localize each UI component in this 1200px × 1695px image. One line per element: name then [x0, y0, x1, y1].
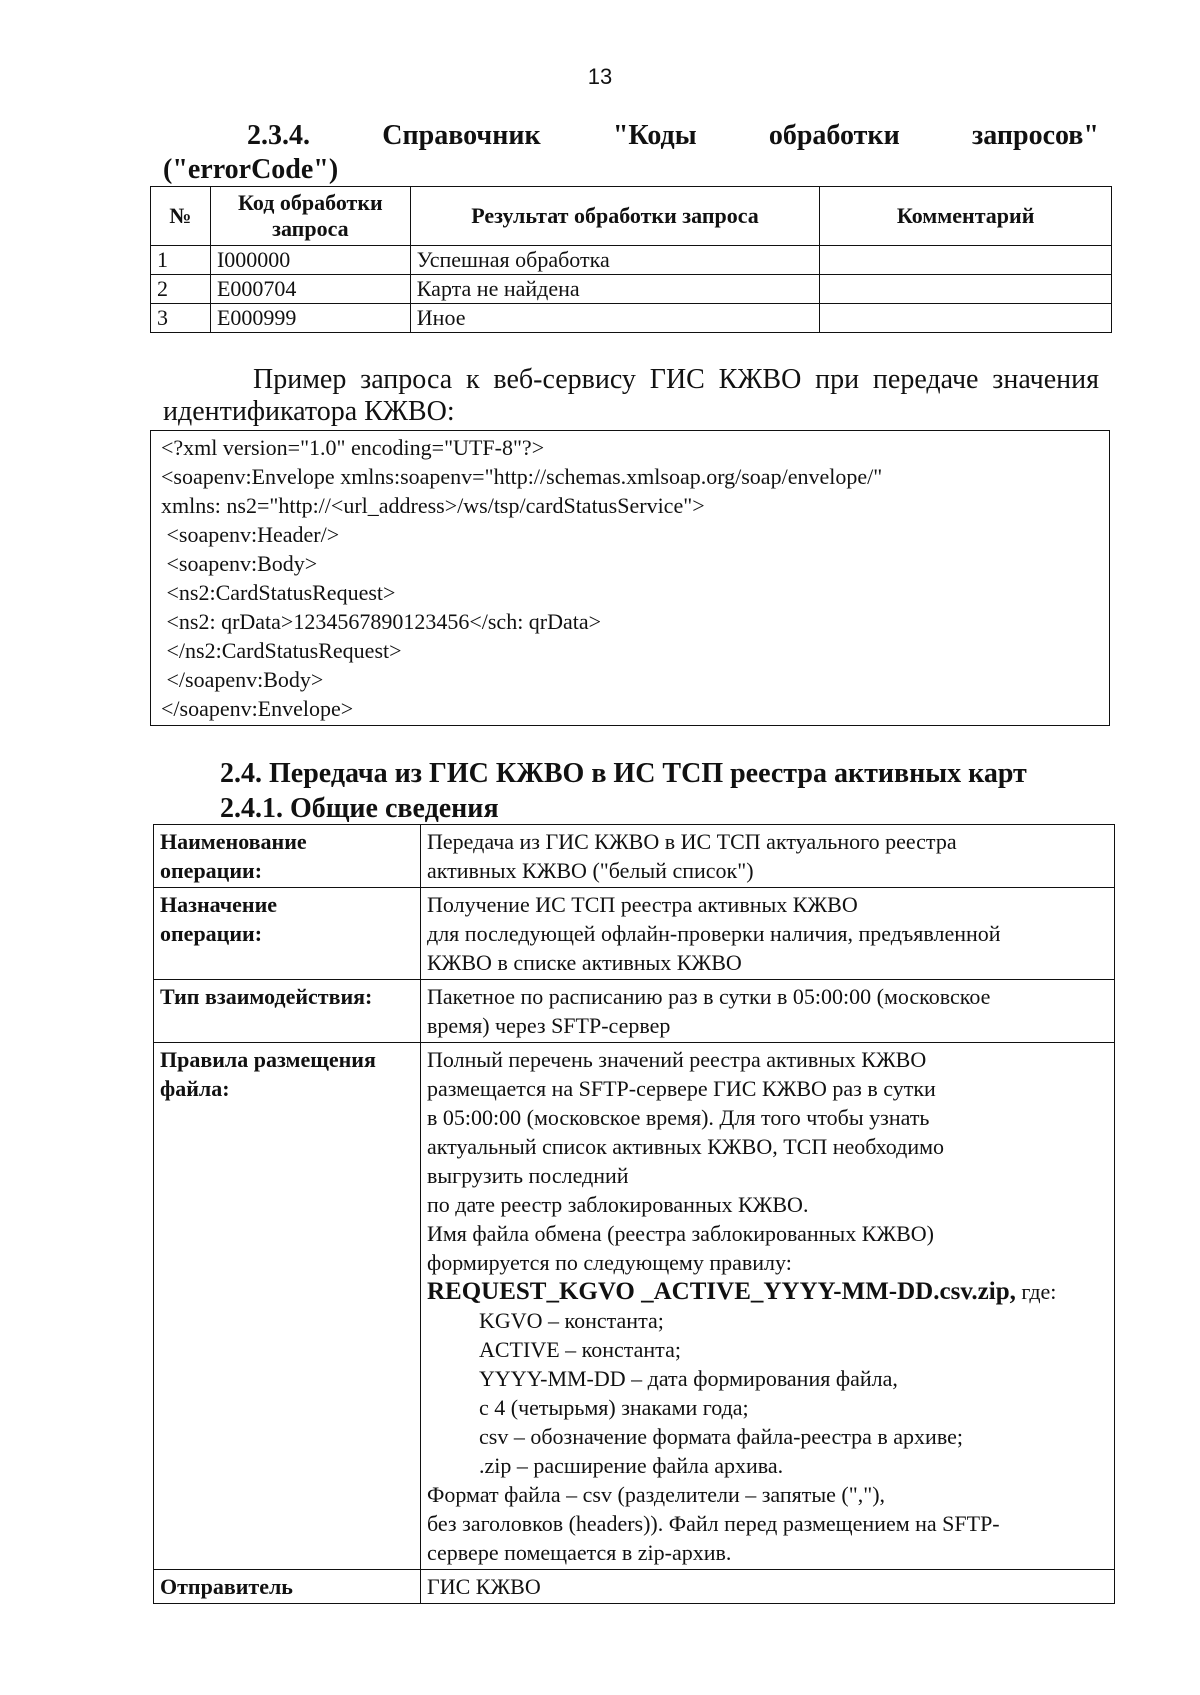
value-line: Пакетное по расписанию раз в сутки в 05:00:00 (московское	[427, 984, 991, 1009]
value-line: КЖВО в списке активных КЖВО	[427, 950, 742, 975]
table-row	[154, 888, 1115, 980]
example-intro	[163, 364, 1099, 428]
cell-comment	[820, 246, 1112, 275]
label-line: Тип взаимодействия:	[160, 984, 373, 1009]
cell-number: 1	[151, 246, 211, 275]
value-line: ГИС КЖВО	[427, 1574, 541, 1599]
cell-number: 2	[151, 275, 211, 304]
label-line: файла:	[160, 1076, 230, 1101]
header-result: Результат обработки запроса	[410, 187, 819, 246]
xml-example-box	[150, 430, 1110, 726]
rule-item: ACTIVE – константа;	[479, 1337, 681, 1362]
value-line: Формат файла – csv (разделители – запятые (","),	[427, 1482, 886, 1507]
value-line: актуальный список активных КЖВО, ТСП необходимо	[427, 1134, 945, 1159]
table-row	[151, 275, 1112, 304]
rule-item: KGVO – константа;	[479, 1308, 664, 1333]
cell-comment	[820, 275, 1112, 304]
heading-word: запросов"	[971, 120, 1099, 151]
xml-line: <?xml version="1.0" encoding="UTF-8"?>	[161, 435, 545, 460]
page-number: 13	[587, 64, 613, 89]
label-operation-purpose	[154, 888, 421, 980]
cell-code: E000704	[210, 275, 410, 304]
label-operation-name	[154, 825, 421, 888]
value-line: в 05:00:00 (московское время). Для того чтобы узнать	[427, 1105, 930, 1130]
heading-line-2: ("errorCode")	[163, 154, 339, 185]
table-row	[154, 980, 1115, 1043]
header-code: Код обработки запроса	[210, 187, 410, 246]
value-line: Полный перечень значений реестра активных КЖВО	[427, 1047, 927, 1072]
value-line: формируется по следующему правилу:	[427, 1250, 792, 1275]
filename-pattern: REQUEST_KGVO _ACTIVE_YYYY-MM-DD.csv.zip,	[427, 1278, 1016, 1305]
section-heading-2-4-1: 2.4.1. Общие сведения	[220, 793, 499, 824]
value-line: Имя файла обмена (реестра заблокированных КЖВО)	[427, 1221, 934, 1246]
codes-table	[150, 186, 1112, 333]
label-line: операции:	[160, 921, 263, 946]
xml-line: <ns2:CardStatusRequest>	[161, 580, 396, 605]
table-row	[154, 825, 1115, 888]
value-operation-purpose	[421, 888, 1115, 980]
rule-item: YYYY-MM-DD – дата формирования файла,	[479, 1366, 898, 1391]
value-file-placement-rules	[421, 1043, 1115, 1570]
xml-line: <ns2: qrData>1234567890123456</sch: qrData>	[161, 609, 602, 634]
value-operation-name	[421, 825, 1115, 888]
value-line: сервере помещается в zip-архив.	[427, 1540, 732, 1565]
label-line: Отправитель	[160, 1574, 293, 1599]
xml-line: </soapenv:Body>	[161, 667, 324, 692]
rule-item: с 4 (четырьмя) знаками года;	[479, 1395, 749, 1420]
xml-line: <soapenv:Envelope xmlns:soapenv="http://schemas.xmlsoap.org/soap/envelope/"	[161, 464, 883, 489]
label-line: Наименование	[160, 829, 307, 854]
heading-word: "Коды	[612, 120, 697, 151]
value-line: Передача из ГИС КЖВО в ИС ТСП актуального реестра	[427, 829, 957, 854]
label-line: Назначение	[160, 892, 278, 917]
value-sender	[421, 1570, 1115, 1604]
cell-comment	[820, 304, 1112, 333]
general-info-table	[153, 824, 1115, 1604]
xml-line: </soapenv:Envelope>	[161, 696, 354, 721]
table-row	[154, 1043, 1115, 1570]
value-line: для последующей офлайн-проверки наличия, предъявленной	[427, 921, 1001, 946]
header-comment: Комментарий	[820, 187, 1112, 246]
example-intro-text: Пример запроса к веб-сервису ГИС КЖВО при передаче значения идентификатора КЖВО:	[163, 364, 1099, 427]
rule-item: .zip – расширение файла архива.	[479, 1453, 784, 1478]
label-line: Правила размещения	[160, 1047, 376, 1072]
xml-line: <soapenv:Header/>	[161, 522, 340, 547]
label-file-placement-rules	[154, 1043, 421, 1570]
table-header-row	[151, 187, 1112, 246]
label-sender	[154, 1570, 421, 1604]
value-line: Получение ИС ТСП реестра активных КЖВО	[427, 892, 858, 917]
label-line: операции:	[160, 858, 263, 883]
label-interaction-type	[154, 980, 421, 1043]
filename-suffix: где:	[1015, 1279, 1057, 1304]
cell-result: Иное	[410, 304, 819, 333]
filename-pattern-line	[427, 1277, 1108, 1306]
header-number: №	[151, 187, 211, 246]
table-row	[154, 1570, 1115, 1604]
section-heading-2-4: 2.4. Передача из ГИС КЖВО в ИС ТСП реестра активных карт	[220, 758, 1027, 789]
cell-number: 3	[151, 304, 211, 333]
heading-number: 2.3.4.	[247, 120, 310, 151]
cell-code: I000000	[210, 246, 410, 275]
cell-result: Успешная обработка	[410, 246, 819, 275]
table-row	[151, 304, 1112, 333]
xml-line: xmlns: ns2="http://<url_address>/ws/tsp/cardStatusService">	[161, 493, 705, 518]
heading-word: Справочник	[382, 120, 541, 151]
cell-code: E000999	[210, 304, 410, 333]
xml-line: </ns2:CardStatusRequest>	[161, 638, 402, 663]
xml-line: <soapenv:Body>	[161, 551, 318, 576]
value-line: размещается на SFTP-сервере ГИС КЖВО раз в сутки	[427, 1076, 936, 1101]
value-line: выгрузить последний	[427, 1163, 629, 1188]
value-line: по дате реестр заблокированных КЖВО.	[427, 1192, 809, 1217]
rule-item: csv – обозначение формата файла-реестра в архиве;	[479, 1424, 963, 1449]
value-line: без заголовков (headers)). Файл перед размещением на SFTP-	[427, 1511, 1000, 1536]
value-line: активных КЖВО ("белый список")	[427, 858, 754, 883]
value-interaction-type	[421, 980, 1115, 1043]
cell-result: Карта не найдена	[410, 275, 819, 304]
table-row	[151, 246, 1112, 275]
value-line: время) через SFTP-сервер	[427, 1013, 671, 1038]
section-heading-2-3-4	[163, 120, 1099, 186]
heading-word: обработки	[768, 120, 900, 151]
